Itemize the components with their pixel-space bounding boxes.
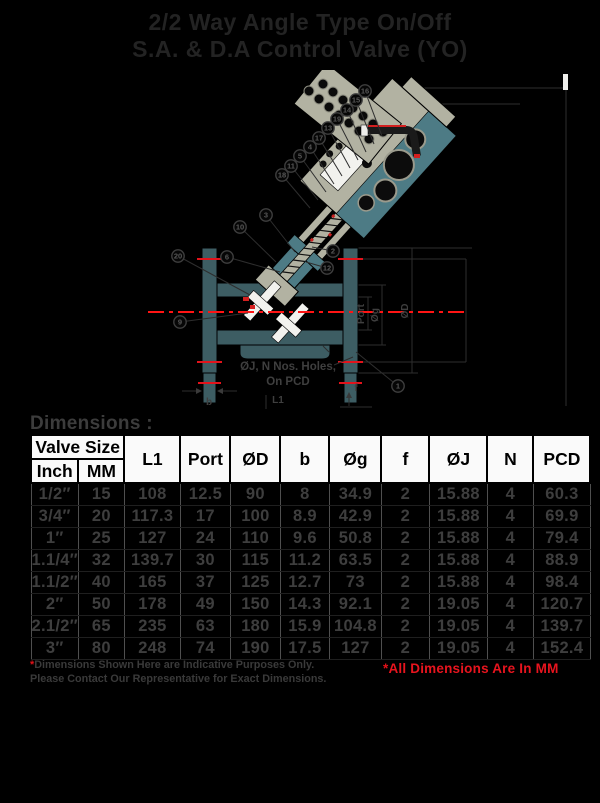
table-cell: 98.4	[533, 572, 590, 594]
table-row	[31, 506, 590, 528]
f-dim-label: f	[354, 383, 358, 394]
table-cell: 80	[78, 638, 124, 660]
table-cell: 2.1/2″	[31, 616, 78, 638]
table-cell: 92.1	[329, 594, 381, 616]
table-cell: 63.5	[329, 550, 381, 572]
table-cell: 8	[280, 483, 329, 506]
table-cell: 3/4″	[31, 506, 78, 528]
table-cell: 19.05	[429, 638, 487, 660]
table-cell: 1.1/4″	[31, 550, 78, 572]
b-dim-label: b	[205, 397, 213, 408]
table-cell: 15.9	[280, 616, 329, 638]
page-title-line1: 2/2 Way Angle Type On/Off	[148, 9, 452, 35]
header-oj: ØJ	[429, 435, 487, 483]
table-cell: 15.88	[429, 483, 487, 506]
header-b: b	[280, 435, 329, 483]
table-cell: 248	[124, 638, 180, 660]
table-cell: 1.1/2″	[31, 572, 78, 594]
footnote-right	[383, 661, 559, 676]
footnote-right-text: All Dimensions Are In MM	[388, 661, 559, 676]
table-cell: 15.88	[429, 528, 487, 550]
table-cell: 12.7	[280, 572, 329, 594]
page-title	[0, 9, 600, 63]
table-cell: 15.88	[429, 572, 487, 594]
svg-text:5: 5	[297, 151, 303, 161]
dimension-table-body	[31, 483, 590, 660]
table-cell: 115	[230, 550, 280, 572]
table-cell: 12.5	[180, 483, 230, 506]
red-asterisk-icon: *	[30, 659, 35, 671]
table-cell: 24	[180, 528, 230, 550]
table-cell: 60.3	[533, 483, 590, 506]
header-valve-size: Valve Size	[31, 435, 124, 459]
table-cell: 19.05	[429, 616, 487, 638]
table-cell: 1/2″	[31, 483, 78, 506]
svg-text:12: 12	[322, 263, 332, 273]
table-cell: 3″	[31, 638, 78, 660]
dimensions-table	[30, 434, 591, 660]
svg-text:18: 18	[277, 170, 287, 180]
table-row	[31, 483, 590, 506]
table-cell: 100	[230, 506, 280, 528]
table-cell: 11.2	[280, 550, 329, 572]
table-cell: 150	[230, 594, 280, 616]
table-cell: 88.9	[533, 550, 590, 572]
svg-text:6: 6	[224, 252, 230, 262]
table-cell: 152.4	[533, 638, 590, 660]
table-cell: 73	[329, 572, 381, 594]
seat-mark2	[250, 305, 255, 309]
header-od: ØD	[230, 435, 280, 483]
table-cell: 2	[381, 506, 429, 528]
table-cell: 4	[487, 594, 533, 616]
table-cell: 2	[381, 594, 429, 616]
table-cell: 63	[180, 616, 230, 638]
table-cell: 235	[124, 616, 180, 638]
header-f: f	[381, 435, 429, 483]
table-cell: 65	[78, 616, 124, 638]
table-cell: 190	[230, 638, 280, 660]
holes-note-line2: On PCD	[266, 376, 310, 388]
body-bottom-bulge	[240, 345, 330, 359]
table-cell: 25	[78, 528, 124, 550]
table-cell: 2	[381, 528, 429, 550]
footnote-left	[30, 659, 370, 686]
table-cell: 74	[180, 638, 230, 660]
table-cell: 15	[78, 483, 124, 506]
table-cell: 120.7	[533, 594, 590, 616]
table-row	[31, 528, 590, 550]
table-row	[31, 572, 590, 594]
table-cell: 34.9	[329, 483, 381, 506]
table-row	[31, 550, 590, 572]
svg-text:3: 3	[263, 210, 269, 220]
table-cell: 32	[78, 550, 124, 572]
dimensions-heading: Dimensions :	[30, 413, 153, 434]
table-cell: 104.8	[329, 616, 381, 638]
port-dim-label: Port	[356, 304, 367, 324]
l1-dim-label: L1	[272, 395, 284, 406]
svg-text:9: 9	[177, 317, 183, 327]
page-title-line2: S.A. & D.A Control Valve (YO)	[132, 36, 468, 62]
svg-text:19: 19	[332, 114, 342, 124]
svg-text:20: 20	[173, 251, 183, 261]
left-flange	[202, 248, 217, 373]
footnote-left-line2: Please Contact Our Representative for Exact Dimensions.	[30, 672, 327, 685]
header-pcd: PCD	[533, 435, 590, 483]
header-og: Øg	[329, 435, 381, 483]
table-cell: 2	[381, 572, 429, 594]
table-cell: 4	[487, 572, 533, 594]
table-cell: 50.8	[329, 528, 381, 550]
table-cell: 69.9	[533, 506, 590, 528]
table-cell: 127	[329, 638, 381, 660]
header-n: N	[487, 435, 533, 483]
table-cell: 50	[78, 594, 124, 616]
svg-text:14: 14	[342, 105, 352, 115]
table-cell: 15.88	[429, 550, 487, 572]
valve-diagram	[0, 70, 600, 420]
og-dim-label: Øg	[370, 308, 381, 322]
svg-text:13: 13	[323, 123, 333, 133]
table-cell: 9.6	[280, 528, 329, 550]
table-cell: 40	[78, 572, 124, 594]
table-cell: 2	[381, 483, 429, 506]
table-cell: 19.05	[429, 594, 487, 616]
table-cell: 165	[124, 572, 180, 594]
table-cell: 117.3	[124, 506, 180, 528]
table-cell: 139.7	[533, 616, 590, 638]
table-cell: 2″	[31, 594, 78, 616]
header-mm: MM	[78, 459, 124, 483]
table-cell: 4	[487, 483, 533, 506]
table-cell: 2	[381, 638, 429, 660]
seat-mark	[243, 297, 249, 301]
table-cell: 139.7	[124, 550, 180, 572]
table-row	[31, 638, 590, 660]
scroll-tick	[563, 74, 568, 90]
header-l1: L1	[124, 435, 180, 483]
table-cell: 17	[180, 506, 230, 528]
table-cell: 17.5	[280, 638, 329, 660]
table-cell: 8.9	[280, 506, 329, 528]
table-cell: 14.3	[280, 594, 329, 616]
table-cell: 30	[180, 550, 230, 572]
table-cell: 37	[180, 572, 230, 594]
table-cell: 4	[487, 616, 533, 638]
table-cell: 110	[230, 528, 280, 550]
table-header	[31, 435, 590, 483]
table-cell: 178	[124, 594, 180, 616]
table-cell: 4	[487, 528, 533, 550]
svg-text:1: 1	[395, 381, 401, 391]
svg-text:16: 16	[360, 86, 370, 96]
table-cell: 4	[487, 638, 533, 660]
table-cell: 79.4	[533, 528, 590, 550]
table-cell: 108	[124, 483, 180, 506]
table-cell: 4	[487, 506, 533, 528]
table-cell: 15.88	[429, 506, 487, 528]
table-cell: 42.9	[329, 506, 381, 528]
svg-text:10: 10	[235, 222, 245, 232]
footnote-left-line1: *Dimensions Shown Here are Indicative Purposes Only.	[30, 659, 315, 671]
table-cell: 20	[78, 506, 124, 528]
table-cell: 125	[230, 572, 280, 594]
svg-text:4: 4	[307, 142, 313, 152]
table-cell: 4	[487, 550, 533, 572]
table-cell: 2	[381, 550, 429, 572]
red-asterisk-icon: *	[383, 661, 389, 676]
table-cell: 90	[230, 483, 280, 506]
od-dim-label: ØD	[400, 303, 411, 319]
header-port: Port	[180, 435, 230, 483]
table-row	[31, 616, 590, 638]
table-cell: 49	[180, 594, 230, 616]
svg-text:11: 11	[287, 161, 295, 171]
svg-text:17: 17	[314, 133, 324, 143]
table-row	[31, 594, 590, 616]
table-cell: 1″	[31, 528, 78, 550]
table-cell: 127	[124, 528, 180, 550]
table-cell: 2	[381, 616, 429, 638]
table-cell: 180	[230, 616, 280, 638]
svg-text:2: 2	[330, 246, 336, 256]
svg-text:15: 15	[351, 95, 361, 105]
header-inch: Inch	[31, 459, 78, 483]
holes-note-line1: ØJ, N Nos. Holes,	[240, 361, 336, 373]
